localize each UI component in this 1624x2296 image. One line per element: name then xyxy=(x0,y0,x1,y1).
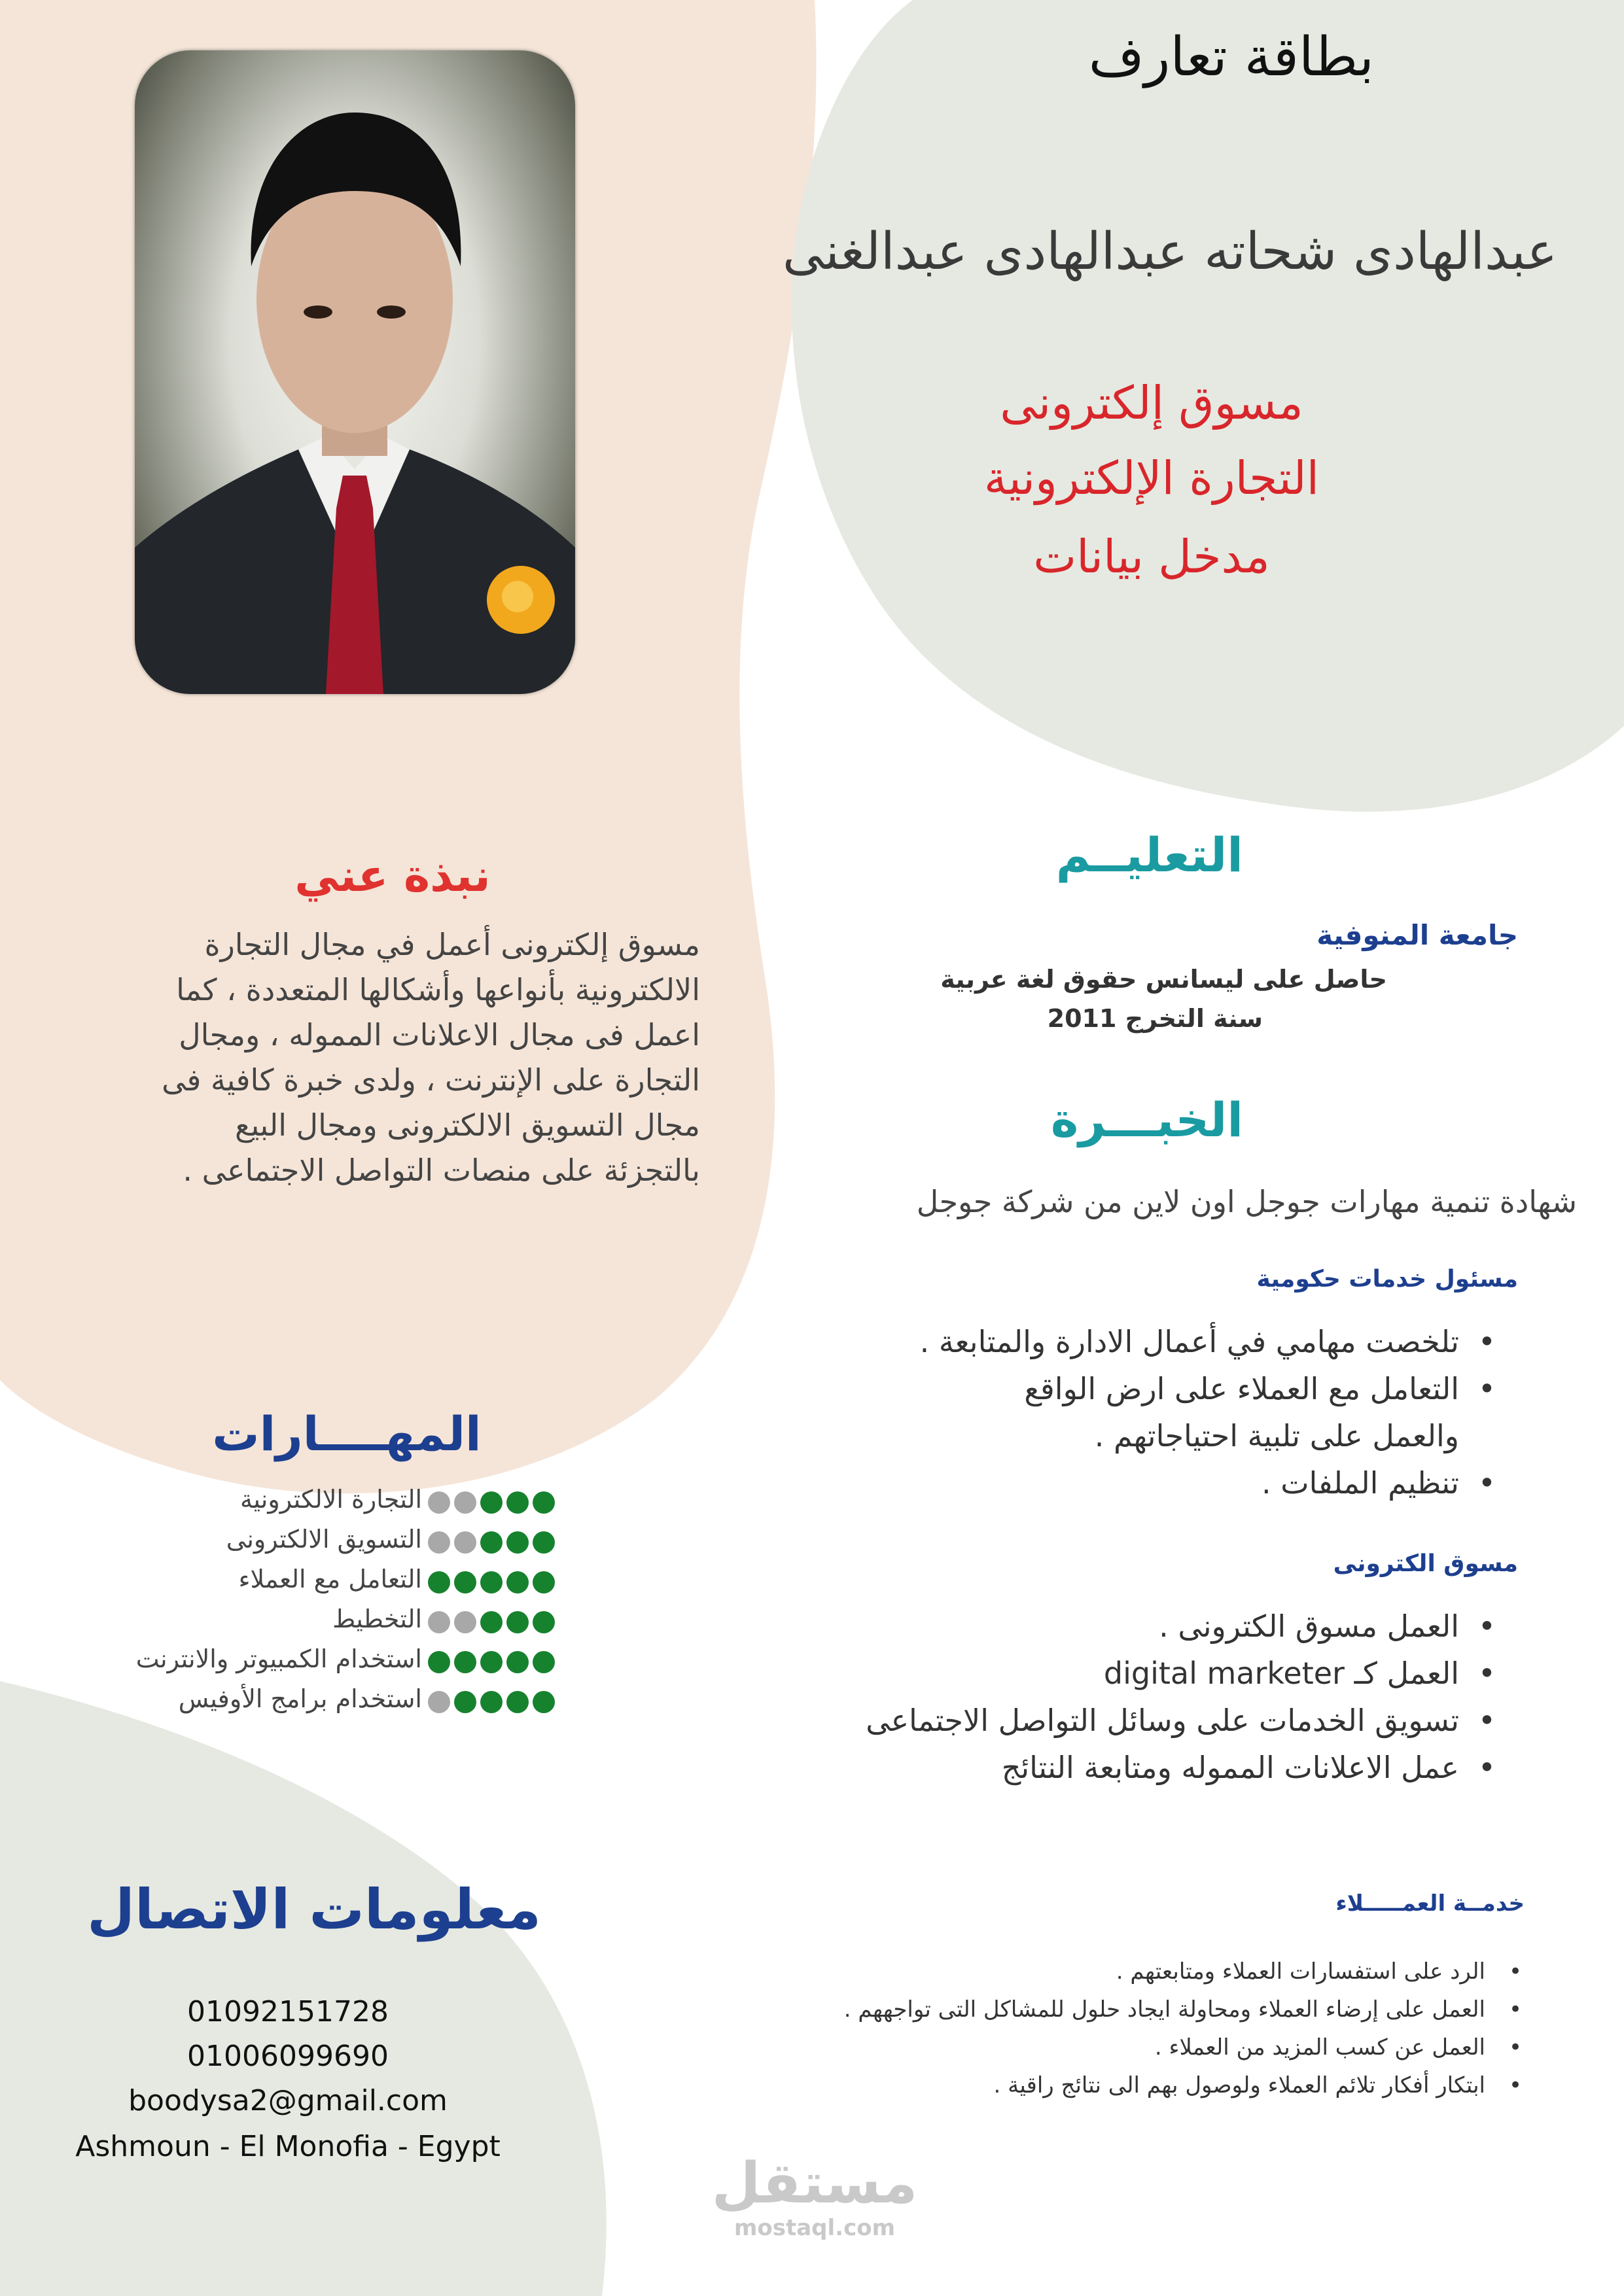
rating-dot-filled xyxy=(480,1491,503,1514)
list-item: • تسويق الخدمات على وسائل التواصل الاجتماعى xyxy=(720,1697,1505,1744)
rating-dot-filled xyxy=(428,1651,450,1673)
about-line: بالتجزئة على منصات التواصل الاجتماعى . xyxy=(183,1153,700,1188)
job-list-marketer xyxy=(720,1603,1505,1791)
rating-dot-filled xyxy=(480,1611,503,1633)
list-item: • تنظيم الملفات . xyxy=(720,1459,1505,1506)
sage-bottom-blob xyxy=(0,1681,607,2296)
education-heading: التعليــم xyxy=(1055,827,1243,882)
role-2: التجارة الإلكترونية xyxy=(983,451,1320,505)
job-list-gov xyxy=(720,1318,1505,1506)
rating-dot-filled xyxy=(506,1571,529,1593)
about-line: التجارة على الإنترنت ، ولدى خبرة كافية فى xyxy=(162,1062,700,1098)
rating-dot-empty xyxy=(428,1491,450,1514)
skill-label: استخدام برامج الأوفيس xyxy=(178,1684,422,1713)
skill-label: التسويق الالكترونى xyxy=(226,1525,422,1554)
rating-dot-filled xyxy=(454,1691,476,1713)
rating-dot-filled xyxy=(506,1611,529,1633)
skill-rating xyxy=(411,1531,555,1557)
rating-dot-filled xyxy=(506,1691,529,1713)
skill-label: التعامل مع العملاء xyxy=(238,1565,422,1593)
skill-rating xyxy=(411,1611,555,1637)
certificate-text: شهادة تنمية مهارات جوجل اون لاين من شركة جوجل xyxy=(916,1184,1577,1219)
degree: حاصل على ليسانس حقوق لغة عربية xyxy=(940,965,1387,994)
skill-row xyxy=(39,1565,563,1604)
address: Ashmoun - El Monofia - Egypt xyxy=(75,2130,501,2163)
rating-dot-filled xyxy=(480,1691,503,1713)
rating-dot-filled xyxy=(454,1651,476,1673)
skills-heading: المهــــارات xyxy=(212,1406,482,1461)
rating-dot-empty xyxy=(428,1611,450,1633)
skill-rating xyxy=(411,1571,555,1597)
list-item: • العمل كـ digital marketer xyxy=(720,1650,1505,1697)
rating-dot-filled xyxy=(480,1651,503,1673)
skill-row xyxy=(39,1525,563,1564)
university-name: جامعة المنوفية xyxy=(1316,919,1518,951)
phone-1: 01092151728 xyxy=(187,1995,389,2028)
about-line: اعمل فى مجال الاعلانات المموله ، ومجال xyxy=(179,1017,700,1052)
rating-dot-empty xyxy=(454,1611,476,1633)
card-title: بطاقة تعارف xyxy=(1088,26,1374,88)
experience-heading: الخبـــرة xyxy=(1050,1092,1243,1147)
skill-row xyxy=(39,1485,563,1524)
rating-dot-filled xyxy=(454,1571,476,1593)
job-title-customer-service: خدمــة العمـــــلاء xyxy=(1335,1890,1525,1917)
skill-rating xyxy=(411,1491,555,1518)
phone-2: 01006099690 xyxy=(187,2040,389,2073)
rating-dot-filled xyxy=(533,1571,555,1593)
job-list-customer-service xyxy=(654,1953,1531,2104)
watermark-logo xyxy=(707,2152,923,2241)
contact-heading: معلومات الاتصال xyxy=(87,1877,541,1941)
watermark-domain: mostaql.com xyxy=(733,2215,896,2241)
list-item: • العمل عن كسب المزيد من العملاء . xyxy=(654,2028,1531,2066)
list-item: • العمل مسوق الكترونى . xyxy=(720,1603,1505,1650)
about-line: مجال التسويق الالكترونى ومجال البيع xyxy=(235,1107,700,1143)
list-item: • عمل الاعلانات المموله ومتابعة النتائج xyxy=(720,1744,1505,1791)
watermark-logo-text: مستقل xyxy=(711,2151,918,2216)
rating-dot-empty xyxy=(454,1491,476,1514)
email: boodysa2@gmail.com xyxy=(128,2084,448,2117)
rating-dot-filled xyxy=(480,1531,503,1554)
list-item: • تلخصت مهامي في أعمال الادارة والمتابعة . xyxy=(720,1318,1505,1365)
rating-dot-empty xyxy=(454,1531,476,1554)
rating-dot-filled xyxy=(533,1531,555,1554)
role-3: مدخل بيانات xyxy=(1033,530,1270,583)
rating-dot-empty xyxy=(428,1531,450,1554)
skill-row xyxy=(39,1644,563,1684)
rating-dot-filled xyxy=(480,1571,503,1593)
skill-row xyxy=(39,1684,563,1724)
job-title-gov: مسئول خدمات حكومية xyxy=(1256,1266,1518,1293)
skill-rating xyxy=(411,1691,555,1717)
graduation-year: سنة التخرج 2011 xyxy=(1047,1004,1263,1033)
rating-dot-empty xyxy=(428,1691,450,1713)
list-item: • ابتكار أفكار تلائم العملاء ولوصول بهم الى نتائج راقية . xyxy=(654,2066,1531,2104)
job-title-marketer: مسوق الكترونى xyxy=(1333,1550,1518,1577)
list-item: • الرد على استفسارات العملاء ومتابعتهم . xyxy=(654,1953,1531,1991)
about-line: مسوق إلكترونى أعمل في مجال التجارة xyxy=(204,927,700,962)
rating-dot-filled xyxy=(533,1611,555,1633)
about-heading: نبذة عني xyxy=(294,850,491,902)
rating-dot-filled xyxy=(533,1491,555,1514)
rating-dot-filled xyxy=(428,1571,450,1593)
rating-dot-filled xyxy=(506,1491,529,1514)
about-line: الالكترونية بأنواعها وأشكالها المتعددة ، كما xyxy=(176,972,700,1007)
rating-dot-filled xyxy=(533,1651,555,1673)
skill-rating xyxy=(411,1651,555,1677)
skill-label: استخدام الكمبيوتر والانترنت xyxy=(135,1644,422,1673)
list-item: • العمل على إرضاء العملاء ومحاولة ايجاد حلول للمشاكل التى تواجههم . xyxy=(654,1991,1531,2028)
profile-photo xyxy=(135,50,575,694)
role-1: مسوق إلكترونى xyxy=(1000,376,1303,430)
about-text xyxy=(98,922,700,1193)
skill-label: التجارة الالكترونية xyxy=(239,1485,422,1514)
rating-dot-filled xyxy=(506,1531,529,1554)
list-item: • التعامل مع العملاء على ارض الواقع والعمل على تلبية احتياجاتهم . xyxy=(720,1365,1505,1459)
rating-dot-filled xyxy=(533,1691,555,1713)
full-name: عبدالهادى شحاته عبدالهادى عبدالغنى xyxy=(783,222,1557,281)
skill-label: التخطيط xyxy=(332,1605,422,1633)
skill-row xyxy=(39,1605,563,1644)
rating-dot-filled xyxy=(506,1651,529,1673)
